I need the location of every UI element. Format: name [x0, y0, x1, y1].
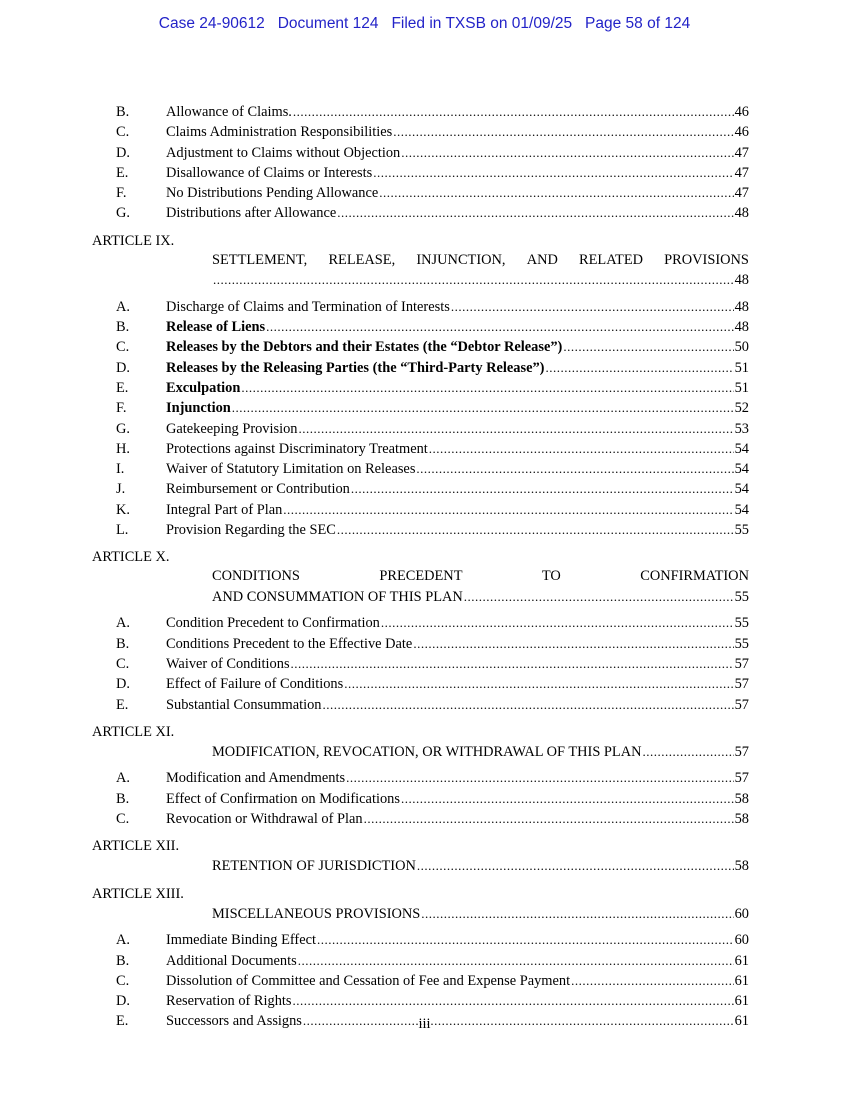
case-header: [0, 15, 849, 33]
toc-entry-letter: E.: [116, 1013, 129, 1030]
toc-entry-title: Dissolution of Committee and Cessation of Fee and Expense Payment: [166, 972, 571, 989]
article-title-word: CONFIRMATION: [640, 568, 749, 585]
toc-entry-title: Waiver of Statutory Limitation on Releases: [166, 461, 416, 478]
toc-entry-page: 53: [734, 420, 749, 437]
toc-entry[interactable]: [92, 634, 749, 654]
toc-entry-title: Waiver of Conditions: [166, 655, 290, 672]
toc-entry-letter: F.: [116, 185, 127, 202]
toc-entry[interactable]: [92, 695, 749, 715]
dot-leader: [293, 102, 734, 121]
article-x-page: 55: [734, 588, 749, 605]
toc-entry-title: Protections against Discriminatory Treatment: [166, 440, 428, 457]
dot-leader: [413, 634, 733, 653]
toc-entry-letter: E.: [116, 696, 129, 713]
toc-entry-title: Integral Part of Plan: [166, 501, 283, 518]
toc-entry-title: Allowance of Claims.: [166, 104, 292, 120]
toc-entry[interactable]: [92, 674, 749, 694]
toc-entry-page: 58: [734, 790, 749, 807]
dot-leader: [298, 951, 734, 970]
toc-entry-page: 48: [734, 298, 749, 315]
dot-leader: [351, 479, 734, 498]
article-xiii-title: [92, 904, 749, 925]
toc-entry-page: 46: [734, 124, 749, 141]
toc-entry-page: 51: [734, 359, 749, 376]
toc-entry-letter: H.: [116, 440, 130, 457]
toc-entry-letter: J.: [116, 481, 126, 498]
toc-entry-title: Releases by the Debtors and their Estates (the “Debtor Release”): [166, 339, 563, 356]
dot-leader: [381, 613, 734, 632]
toc-entry[interactable]: [92, 951, 749, 971]
toc-entry-title: Effect of Failure of Conditions: [166, 676, 344, 693]
toc-entry-title: Effect of Confirmation on Modifications: [166, 790, 400, 807]
article-xi-title-text: MODIFICATION, REVOCATION, OR WITHDRAWAL OF THIS PLAN: [212, 743, 642, 760]
dot-leader: [451, 297, 734, 316]
dot-leader: [299, 419, 734, 438]
toc-entry-page: 48: [734, 205, 749, 222]
toc-entry-letter: D.: [116, 676, 130, 693]
article-title-word: RELATED: [579, 251, 643, 268]
toc-entry-title: Substantial Consummation: [166, 696, 322, 713]
toc-entry-page: 54: [734, 461, 749, 478]
dot-leader: [213, 270, 734, 290]
toc-entry-letter: D.: [116, 144, 130, 161]
toc-entry-page: 57: [734, 696, 749, 713]
dot-leader: [241, 378, 733, 397]
toc-entry-title: Conditions Precedent to the Effective Date: [166, 635, 413, 652]
dot-leader: [344, 674, 733, 693]
article-title-word: TO: [541, 568, 561, 585]
article-xi-title: [92, 742, 749, 763]
toc-entry-letter: C.: [116, 124, 130, 141]
article-xiii-page: 60: [734, 905, 749, 922]
toc-entry[interactable]: [92, 317, 749, 337]
toc-entry[interactable]: [92, 654, 749, 674]
article-x-title-line2-text: AND CONSUMMATION OF THIS PLAN: [212, 588, 463, 605]
dot-leader: [464, 587, 734, 607]
toc-entry[interactable]: [92, 971, 749, 991]
case-number: Case 24-90612: [158, 15, 265, 32]
toc-entry-title: Successors and Assigns: [166, 1013, 302, 1030]
toc-entry-page: 47: [734, 164, 749, 181]
toc-entry-letter: F.: [116, 400, 127, 417]
dot-leader: [643, 742, 734, 762]
article-ix-page: 48: [734, 272, 749, 289]
toc-entry[interactable]: [92, 459, 749, 479]
toc-entry-letter: B.: [116, 635, 130, 652]
toc-entry-page: 61: [734, 993, 749, 1010]
toc-entry[interactable]: [92, 991, 749, 1011]
dot-leader: [373, 163, 733, 182]
toc-entry[interactable]: [92, 163, 749, 183]
toc-entry[interactable]: [92, 500, 749, 520]
toc-entry-title: Condition Precedent to Confirmation: [166, 615, 380, 632]
toc-entry-title: Exculpation: [166, 379, 241, 396]
toc-entry[interactable]: [92, 398, 749, 418]
toc-entry-letter: B.: [116, 104, 130, 120]
article-xii-label: ARTICLE XII.: [92, 838, 180, 855]
article-x-entries: [92, 613, 749, 714]
article-ix-entries: [92, 297, 749, 541]
toc-entry-page: 51: [734, 379, 749, 396]
article-title-word: RELEASE,: [328, 251, 396, 268]
toc-entry-letter: C.: [116, 339, 130, 356]
toc-entry-page: 57: [734, 770, 749, 787]
toc-entry-title: Discharge of Claims and Termination of Interests: [166, 298, 450, 315]
toc-entry[interactable]: [92, 520, 749, 540]
toc-entry-page: 54: [734, 501, 749, 518]
toc-entry-letter: A.: [116, 298, 130, 315]
dot-leader: [266, 317, 733, 336]
toc-entry-letter: B.: [116, 952, 130, 969]
toc-entry-letter: C.: [116, 810, 130, 827]
toc-entry[interactable]: [92, 337, 749, 357]
toc-entry[interactable]: [92, 378, 749, 398]
page-info: Page 58 of 124: [585, 15, 691, 32]
dot-leader: [421, 904, 733, 924]
article-xi-page: 57: [734, 743, 749, 760]
article-x-label: ARTICLE X.: [92, 549, 170, 566]
table-of-contents: [92, 102, 749, 1032]
toc-entry-page: 61: [734, 972, 749, 989]
dot-leader: [417, 856, 734, 876]
dot-leader: [563, 337, 733, 356]
article-xii-title-text: RETENTION OF JURISDICTION: [212, 858, 416, 875]
toc-entry[interactable]: [92, 297, 749, 317]
dot-leader: [346, 768, 734, 787]
article-xiii-title-text: MISCELLANEOUS PROVISIONS: [212, 905, 421, 922]
toc-entry-page: 52: [734, 400, 749, 417]
toc-entry-title: Injunction: [166, 400, 231, 417]
page-number: iii: [418, 1016, 431, 1032]
toc-entry-title: Releases by the Releasing Parties (the “Third-Party Release”): [166, 359, 545, 376]
toc-entry[interactable]: [92, 768, 749, 788]
article-title-word: CONDITIONS: [212, 568, 300, 585]
toc-entry-letter: I.: [116, 461, 125, 478]
toc-entry-page: 55: [734, 635, 749, 652]
toc-entry[interactable]: [92, 789, 749, 809]
toc-entry-letter: D.: [116, 359, 130, 376]
toc-entry[interactable]: [92, 358, 749, 378]
toc-entry-page: 54: [734, 481, 749, 498]
toc-entry-page: 47: [734, 144, 749, 161]
dot-leader: [232, 398, 734, 417]
toc-entry-page: 57: [734, 655, 749, 672]
toc-entry-page: 48: [734, 319, 749, 336]
toc-entry[interactable]: [92, 122, 749, 142]
article-title-word: AND: [526, 251, 558, 268]
dot-leader: [283, 500, 733, 519]
toc-entry-letter: G.: [116, 420, 130, 437]
article-xii-title: [92, 856, 749, 877]
toc-entry-title: Claims Administration Responsibilities: [166, 124, 393, 141]
toc-entry[interactable]: [92, 930, 749, 950]
toc-entry-letter: L.: [116, 522, 129, 539]
toc-entry[interactable]: [92, 479, 749, 499]
article-xi-entries: [92, 768, 749, 829]
article-title-word: PROVISIONS: [664, 251, 749, 268]
dot-leader: [323, 695, 734, 714]
dot-leader: [401, 143, 733, 162]
dot-leader: [364, 809, 734, 828]
dot-leader: [337, 203, 733, 222]
dot-leader: [545, 358, 733, 377]
dot-leader: [293, 991, 734, 1010]
toc-entry[interactable]: [92, 203, 749, 223]
article-ix-title-leader: [92, 270, 749, 291]
article-ix-label: ARTICLE IX.: [92, 232, 175, 249]
toc-entry-letter: C.: [116, 972, 130, 989]
toc-entry-title: Gatekeeping Provision: [166, 420, 298, 437]
toc-entry-title: Immediate Binding Effect: [166, 932, 316, 949]
toc-entry[interactable]: [92, 613, 749, 633]
toc-entry[interactable]: [92, 102, 749, 122]
toc-entry-title: Disallowance of Claims or Interests: [166, 164, 373, 181]
document-number: Document 124: [277, 15, 379, 32]
toc-entry-letter: B.: [116, 319, 130, 336]
toc-entry-title: Modification and Amendments: [166, 770, 346, 787]
dot-leader: [401, 789, 734, 808]
toc-entry-page: 46: [734, 104, 749, 120]
toc-entry[interactable]: [92, 183, 749, 203]
toc-entry-letter: K.: [116, 501, 130, 518]
toc-entry-letter: C.: [116, 655, 130, 672]
toc-entry-title: Release of Liens: [166, 319, 266, 336]
article-xiii-label: ARTICLE XIII.: [92, 885, 184, 902]
toc-entry-title: Provision Regarding the SEC: [166, 522, 336, 539]
toc-entry-title: Reimbursement or Contribution: [166, 481, 350, 498]
article-title-word: INJUNCTION,: [416, 251, 506, 268]
toc-entry-title: Revocation or Withdrawal of Plan: [166, 810, 363, 827]
toc-entry-page: 60: [734, 932, 749, 949]
toc-entry-page: 55: [734, 522, 749, 539]
dot-leader: [429, 439, 734, 458]
toc-entry-letter: D.: [116, 993, 130, 1010]
article-x-title: [92, 567, 749, 587]
article-title-word: SETTLEMENT,: [212, 251, 308, 268]
filed-info: Filed in TXSB on 01/09/25: [391, 15, 573, 32]
article-title-word: PRECEDENT: [379, 568, 463, 585]
dot-leader: [571, 971, 734, 990]
toc-section-top: [92, 102, 749, 224]
toc-entry-page: 61: [734, 1013, 749, 1030]
toc-entry-letter: B.: [116, 790, 130, 807]
toc-entry-page: 58: [734, 810, 749, 827]
toc-entry-title: Reservation of Rights: [166, 993, 292, 1010]
toc-entry[interactable]: [92, 439, 749, 459]
toc-entry-title: Distributions after Allowance: [166, 205, 337, 222]
toc-entry-title: Adjustment to Claims without Objection: [166, 144, 401, 161]
toc-entry-letter: A.: [116, 932, 130, 949]
toc-entry-page: 55: [734, 615, 749, 632]
toc-entry-page: 57: [734, 676, 749, 693]
toc-entry[interactable]: [92, 809, 749, 829]
dot-leader: [337, 520, 734, 539]
toc-entry-letter: E.: [116, 379, 129, 396]
toc-entry-page: 47: [734, 185, 749, 202]
toc-entry-letter: E.: [116, 164, 129, 181]
toc-entry-title: Additional Documents: [166, 952, 297, 969]
toc-entry[interactable]: [92, 143, 749, 163]
article-x-title-line2: [92, 587, 749, 608]
toc-entry-letter: G.: [116, 205, 130, 222]
toc-entry-title: No Distributions Pending Allowance: [166, 185, 379, 202]
dot-leader: [416, 459, 733, 478]
toc-entry-letter: A.: [116, 615, 130, 632]
toc-entry[interactable]: [92, 419, 749, 439]
article-ix-title: [92, 251, 749, 271]
dot-leader: [379, 183, 733, 202]
toc-entry-page: 50: [734, 339, 749, 356]
article-xi-label: ARTICLE XI.: [92, 723, 175, 740]
toc-entry-page: 54: [734, 440, 749, 457]
toc-entry-letter: A.: [116, 770, 130, 787]
toc-entry-page: 61: [734, 952, 749, 969]
dot-leader: [291, 654, 734, 673]
article-xii-page: 58: [734, 858, 749, 875]
dot-leader: [393, 122, 733, 141]
dot-leader: [317, 930, 734, 949]
